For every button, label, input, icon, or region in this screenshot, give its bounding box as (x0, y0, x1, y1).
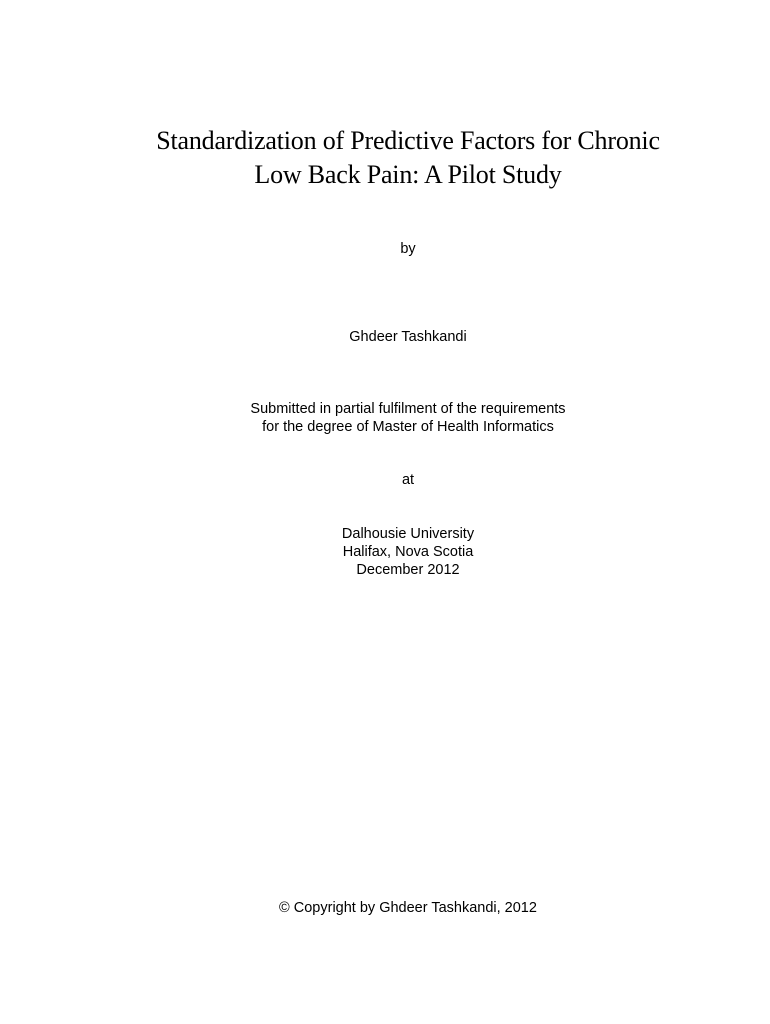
submission-line-2: for the degree of Master of Health Informatics (262, 419, 554, 435)
by-label: by (400, 241, 416, 257)
thesis-title (0, 124, 770, 192)
copyright-notice: © Copyright by Ghdeer Tashkandi, 2012 (279, 900, 537, 916)
submission-line-1: Submitted in partial fulfilment of the requirements (250, 401, 566, 417)
submission-date: December 2012 (356, 562, 460, 578)
thesis-title-line-2: Low Back Pain: A Pilot Study (254, 160, 562, 189)
institution-block (0, 525, 770, 579)
thesis-title-line-1: Standardization of Predictive Factors for Chronic (156, 126, 660, 155)
submission-statement (0, 400, 770, 436)
at-label: at (401, 472, 415, 488)
institution-location: Halifax, Nova Scotia (342, 544, 474, 560)
author-name: Ghdeer Tashkandi (349, 329, 467, 345)
university-name: Dalhousie University (341, 526, 475, 542)
